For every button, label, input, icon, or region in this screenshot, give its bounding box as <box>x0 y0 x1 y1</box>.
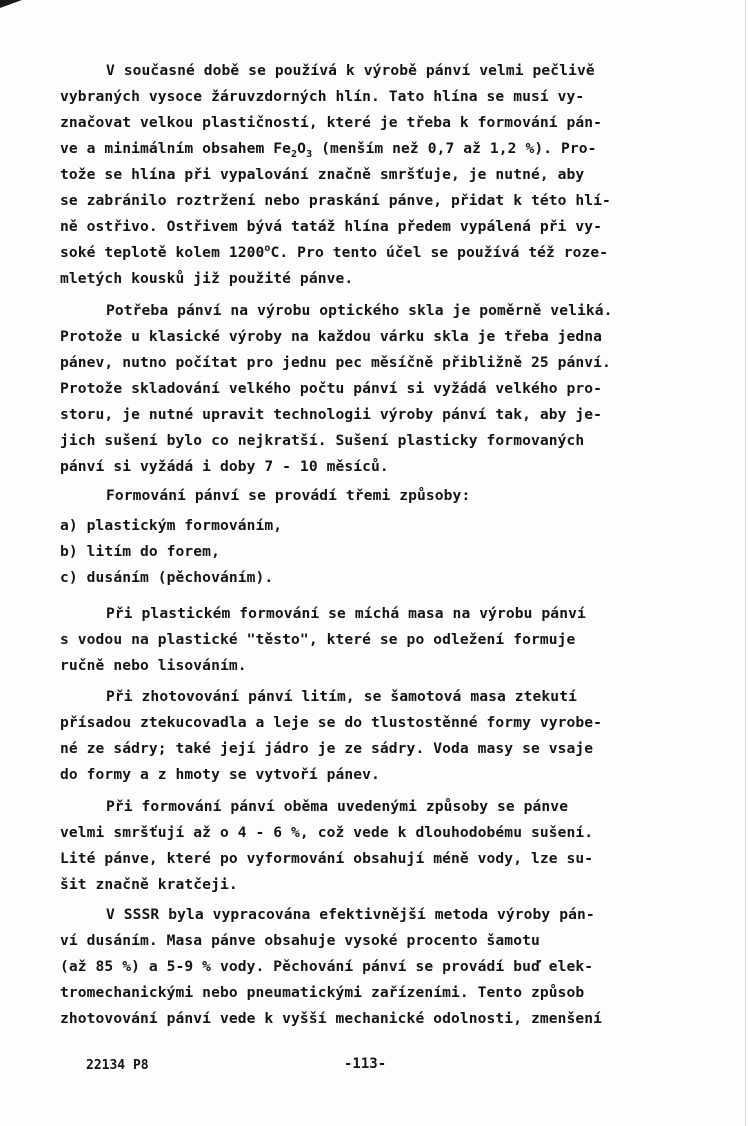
text-line: s vodou na plastické "těsto", které se po odležení formuje <box>60 631 576 648</box>
text-line: značovat velkou plastičností, které je třeba k formování pán- <box>60 114 603 131</box>
text-line: (až 85 %) a 5-9 % vody. Pěchování pánví se provádí buď elek- <box>60 958 594 975</box>
text-line: Potřeba pánví na výrobu optického skla je poměrně veliká. <box>106 302 613 319</box>
text-line: Při plastickém formování se míchá masa na výrobu pánví <box>106 605 586 622</box>
text-line: Protože skladování velkého počtu pánví si vyžádá velkého pro- <box>60 380 603 397</box>
text-fragment: C. Pro tento účel se používá též roze- <box>270 244 609 261</box>
text-line: zhotovování pánví vede k vyšší mechanické odolnosti, zmenšení <box>60 1010 603 1027</box>
text-line: velmi smršťují až o 4 - 6 %, což vede k dlouhodobému sušení. <box>60 824 594 841</box>
subscript: 2 <box>291 149 298 160</box>
text-line: ví dusáním. Masa pánve obsahuje vysoké procento šamotu <box>60 932 540 949</box>
text-line: Protože u klasické výroby na každou várku skla je třeba jedna <box>60 328 603 345</box>
text-line: pánví si vyžádá i doby 7 - 10 měsíců. <box>60 458 389 475</box>
text-fragment: ve a minimálním obsahem Fe <box>60 140 292 157</box>
text-line: V současné době se používá k výrobě pánví velmi pečlivě <box>106 62 595 79</box>
list-item: a) plastickým formováním, <box>60 517 283 534</box>
page-edge-line <box>745 0 746 1126</box>
text-line: V SSSR byla vypracována efektivnější metoda výroby pán- <box>106 906 595 923</box>
text-fragment: soké teplotě kolem 1200 <box>60 244 265 261</box>
text-fragment: O <box>297 140 307 157</box>
page-number: -113- <box>344 1056 387 1072</box>
corner-scan-mark <box>0 0 22 8</box>
text-line: ručně nebo lisováním. <box>60 657 247 674</box>
superscript: o <box>264 243 271 254</box>
text-line <box>60 244 608 262</box>
text-line: se zabránilo roztržení nebo praskání pánve, přidat k této hlí- <box>60 192 611 209</box>
text-line: pánev, nutno počítat pro jednu pec měsíčně přibližně 25 pánví. <box>60 354 611 371</box>
text-line: Formování pánví se provádí třemi způsoby: <box>106 487 471 504</box>
text-line: storu, je nutné upravit technologii výroby pánví tak, aby je- <box>60 406 603 423</box>
text-line: šit značně kratčeji. <box>60 876 238 893</box>
document-code: 22134 P8 <box>86 1058 149 1073</box>
text-line: vybraných vysoce žáruvzdorných hlín. Tato hlína se musí vy- <box>60 88 585 105</box>
text-fragment: (menším než 0,7 až 1,2 %). Pro- <box>312 140 597 157</box>
text-line: Při zhotovování pánví litím, se šamotová masa ztekutí <box>106 688 577 705</box>
text-line: ně ostřivo. Ostřivem bývá tatáž hlína předem vypálená při vy- <box>60 218 603 235</box>
list-item: c) dusáním (pěchováním). <box>60 569 274 586</box>
text-line: do formy a z hmoty se vytvoří pánev. <box>60 766 380 783</box>
text-line: Lité pánve, které po vyformování obsahují méně vody, lze su- <box>60 850 594 867</box>
text-line: Při formování pánví oběma uvedenými způsoby se pánve <box>106 798 569 815</box>
text-line: tože se hlína při vypalování značně smršťuje, je nutné, aby <box>60 166 585 183</box>
list-item: b) litím do forem, <box>60 543 220 560</box>
text-line: né ze sádry; také její jádro je ze sádry. Voda masy se vsaje <box>60 740 594 757</box>
text-line <box>60 140 597 158</box>
text-line: jich sušení bylo co nejkratší. Sušení plasticky formovaných <box>60 432 585 449</box>
text-line: tromechanickými nebo pneumatickými zařízeními. Tento způsob <box>60 984 585 1001</box>
text-line: mletých kousků již použité pánve. <box>60 270 354 287</box>
subscript: 3 <box>306 149 313 160</box>
text-line: přísadou ztekucovadla a leje se do tlustostěnné formy vyrobe- <box>60 714 603 731</box>
